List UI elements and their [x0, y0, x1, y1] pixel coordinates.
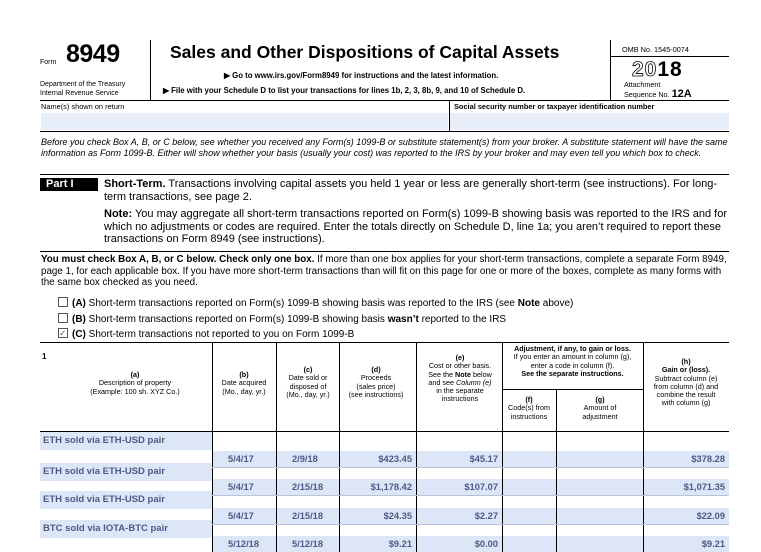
- omb-divider: [611, 56, 729, 57]
- option-b-bold: wasn’t: [387, 314, 419, 325]
- option-a-letter: (A): [72, 298, 86, 309]
- option-a[interactable]: [58, 297, 573, 309]
- row-2-cost[interactable]: $107.07: [417, 479, 502, 495]
- row-3-gain[interactable]: $22.09: [644, 508, 729, 524]
- form-label: Form: [40, 59, 57, 66]
- checkbox-b[interactable]: [58, 313, 68, 323]
- row-4-code[interactable]: [503, 536, 556, 552]
- option-a-text: Short-term transactions reported on Form(s) 1099-B showing basis was reported to the IRS (see: [85, 298, 518, 309]
- intro-bottom-rule: [40, 174, 729, 175]
- department-name: [40, 81, 125, 98]
- row-3-proceeds[interactable]: $24.35: [340, 508, 416, 524]
- instruction-schedule-d: ▶ File with your Schedule D to list your transactions for lines 1b, 2, 3, 8b, 9, and 10 of Schedule D.: [163, 86, 526, 95]
- row-1-proceeds[interactable]: $423.45: [340, 451, 416, 467]
- form-number: 8949: [66, 40, 120, 68]
- row-3-sold[interactable]: 2/15/18: [277, 508, 339, 524]
- option-b-letter: (B): [72, 314, 86, 325]
- ssn-input[interactable]: [450, 113, 729, 130]
- check-box-instruction: [41, 254, 731, 289]
- part-note: [104, 208, 730, 246]
- tax-year-prefix: 20: [632, 58, 658, 81]
- attachment-label: Attachment: [624, 80, 661, 89]
- row-2-proceeds[interactable]: $1,178.42: [340, 479, 416, 495]
- part-heading: [104, 178, 730, 203]
- department-line-2: Internal Revenue Service: [40, 89, 119, 97]
- intro-text: Before you check Box A, B, or C below, see whether you received any Form(s) 1099-B or substitute statement(s) from your broker. A substitute statement will have the same information as Form 1099-B. Either will show whether your basis (usually your cost) was reported to the IRS by your broker and may even tell you which box to check.: [41, 137, 728, 158]
- column-f-header: (f) Code(s) from instructions: [508, 395, 550, 421]
- column-h-header: (h) Gain or (loss). Subtract column (e) from column (d) and combine the result with column (g): [653, 357, 719, 408]
- column-a-header: (a) Description of property (Example: 100 sh. XYZ Co.): [90, 370, 180, 396]
- row-1-cost[interactable]: $45.17: [417, 451, 502, 467]
- tax-year: [632, 58, 683, 82]
- column-divider-g: [556, 389, 557, 552]
- part-bottom-rule: [40, 251, 729, 252]
- row-4-cost[interactable]: $0.00: [417, 536, 502, 552]
- column-b-header: (b) Date acquired (Mo., day, yr.): [221, 370, 267, 396]
- row-1-description[interactable]: ETH sold via ETH-USD pair: [40, 432, 212, 450]
- name-label: Name(s) shown on return: [41, 102, 125, 111]
- checkbox-a[interactable]: [58, 297, 68, 307]
- sequence-label: Sequence No.: [624, 89, 670, 99]
- ssn-label: Social security number or taxpayer identification number: [454, 102, 655, 111]
- note-text: You may aggregate all short-term transactions reported on Form(s) 1099-B showing basis was reported to the IRS and for which no adjustments or codes are required. Enter the totals directly on Schedule D, line 1a; you aren’t required to report these transactions on Form 8949 (see instructions).: [104, 208, 728, 245]
- part-badge: Part I: [40, 178, 98, 191]
- tax-year-suffix: 18: [657, 58, 683, 81]
- row-2-adjustment[interactable]: [557, 479, 643, 495]
- row-2-sold[interactable]: 2/15/18: [277, 479, 339, 495]
- column-d-header: (d) Proceeds (sales price) (see instructions): [348, 365, 404, 399]
- option-b[interactable]: [58, 313, 506, 325]
- option-b-after: reported to the IRS: [418, 314, 507, 325]
- header-bottom-rule: [40, 100, 729, 101]
- checkbox-c[interactable]: [58, 328, 68, 338]
- row-1-sold[interactable]: 2/9/18: [277, 451, 339, 467]
- line-number: 1: [42, 352, 47, 361]
- row-3-adjustment[interactable]: [557, 508, 643, 524]
- form-title: Sales and Other Dispositions of Capital Assets: [170, 42, 560, 62]
- part-heading-text: Transactions involving capital assets you held 1 year or less are generally short-term (see instructions). For long-term transactions, see page 2.: [104, 178, 717, 203]
- row-4-sold[interactable]: 5/12/18: [277, 536, 339, 552]
- row-1-adjustment[interactable]: [557, 451, 643, 467]
- option-a-after: above): [539, 298, 574, 309]
- row-1-acquired[interactable]: 5/4/17: [213, 451, 276, 467]
- option-a-bold: Note: [517, 298, 540, 309]
- row-1-gain[interactable]: $378.28: [644, 451, 729, 467]
- adjustment-header: Adjustment, if any, to gain or loss. If you enter an amount in column (g), enter a code in column (f). See the separate instructions.: [513, 344, 632, 378]
- row-2-acquired[interactable]: 5/4/17: [213, 479, 276, 495]
- row-3-code[interactable]: [503, 508, 556, 524]
- column-g-header: (g) Amount of adjustment: [582, 395, 618, 421]
- part-heading-title: Short-Term.: [104, 178, 166, 190]
- omb-number: OMB No. 1545-0074: [622, 45, 689, 54]
- name-bottom-rule: [40, 131, 729, 132]
- row-2-code[interactable]: [503, 479, 556, 495]
- option-c-letter: (C): [72, 329, 86, 340]
- header-divider-left: [150, 40, 151, 100]
- check-box-rest: If more than one box applies for your short-term transactions, complete a separate Form 8949, page 1, for each applicable box. If you have more short-term transactions than will fit on this page for one or more of the boxes, complete as many forms with the same box checked as you need.: [41, 254, 727, 288]
- column-c-header: (c) Date sold or disposed of (Mo., day, yr.): [286, 365, 330, 399]
- row-4-proceeds[interactable]: $9.21: [340, 536, 416, 552]
- row-3-acquired[interactable]: 5/4/17: [213, 508, 276, 524]
- option-c[interactable]: [58, 328, 354, 340]
- row-2-description[interactable]: ETH sold via ETH-USD pair: [40, 463, 212, 481]
- row-1-code[interactable]: [503, 451, 556, 467]
- name-input[interactable]: [41, 113, 448, 130]
- row-3-description[interactable]: ETH sold via ETH-USD pair: [40, 491, 212, 509]
- note-label: Note:: [104, 208, 133, 220]
- row-4-adjustment[interactable]: [557, 536, 643, 552]
- row-4-gain[interactable]: $9.21: [644, 536, 729, 552]
- sequence-number: 12A: [671, 87, 692, 100]
- check-box-lead: You must check Box A, B, or C below. Check only one box.: [41, 254, 315, 265]
- header-divider-right: [610, 40, 611, 100]
- option-c-text: Short-term transactions not reported to you on Form 1099-B: [85, 329, 355, 340]
- adjustment-divider: [502, 389, 643, 390]
- row-2-gain[interactable]: $1,071.35: [644, 479, 729, 495]
- department-line-1: Department of the Treasury: [40, 81, 126, 88]
- row-4-description[interactable]: BTC sold via IOTA-BTC pair: [40, 520, 212, 538]
- table-top-rule: [40, 342, 729, 343]
- attachment-sequence: [624, 81, 692, 99]
- row-4-acquired[interactable]: 5/12/18: [213, 536, 276, 552]
- row-3-cost[interactable]: $2.27: [417, 508, 502, 524]
- column-e-header: (e) Cost or other basis. See the Note below and see Column (e) in the separate instructions: [428, 353, 492, 404]
- option-b-text: Short-term transactions reported on Form(s) 1099-B showing basis: [85, 314, 388, 325]
- instruction-website: ▶ Go to www.irs.gov/Form8949 for instructions and the latest information.: [224, 71, 499, 80]
